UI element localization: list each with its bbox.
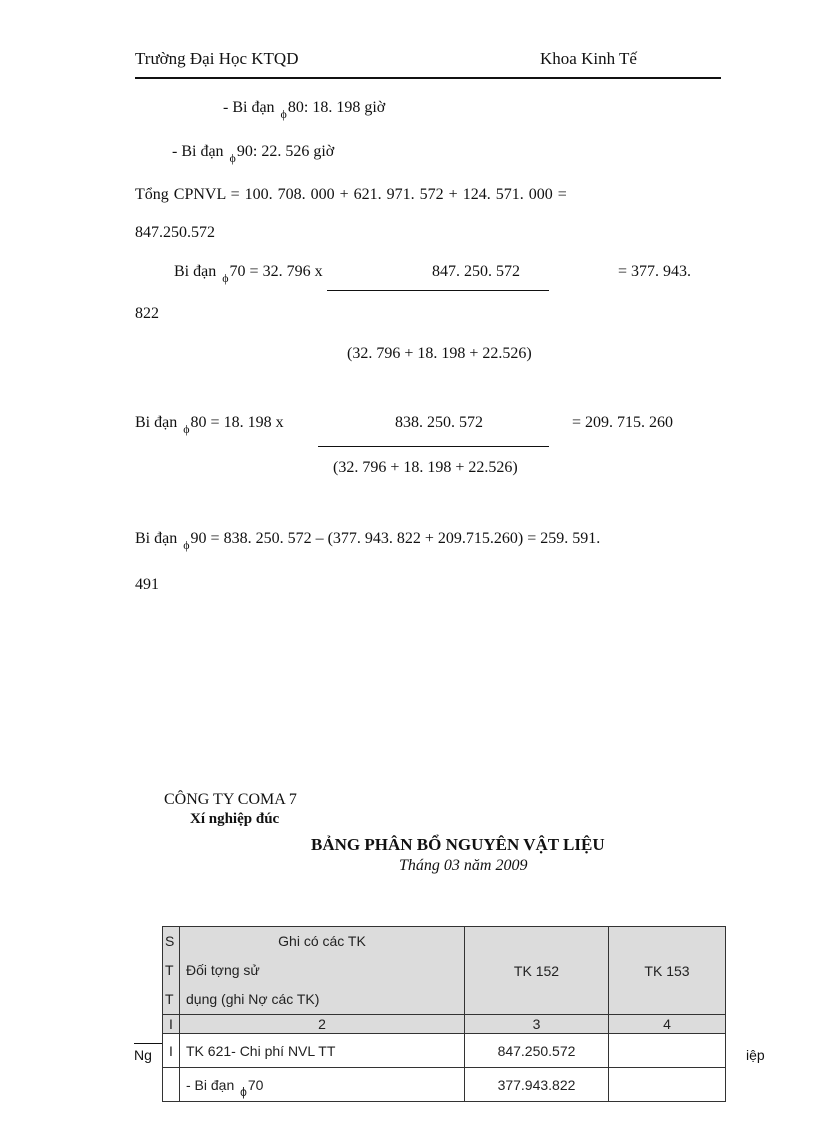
company-name: CÔNG TY COMA 7 <box>164 791 297 808</box>
footer-rule <box>134 1043 162 1044</box>
header-school: Trường Đại Học KTQD <box>135 49 299 68</box>
footer-left-fragment: Ng <box>134 1047 152 1063</box>
formula-80-numerator: 838. 250. 572 <box>395 414 483 431</box>
formula-70: Bi đạn $_\phi$70 = 32. 796 x <box>174 263 323 285</box>
column-number-row: I 2 3 4 <box>163 1015 726 1034</box>
fraction-bar-70 <box>327 290 549 291</box>
total-cost-line: Tổng CPNVL = 100. 708. 000 + 621. 971. 572 + 124. 571. 000 = <box>135 186 567 203</box>
table-row: I TK 621- Chi phí NVL TT 847.250.572 <box>163 1034 726 1068</box>
table-header-row <box>163 927 726 1015</box>
formula-90-cont: 491 <box>135 576 159 593</box>
company-unit: Xí nghiệp đúc <box>190 811 280 827</box>
header-rule <box>135 77 721 79</box>
table-subtitle: Tháng 03 năm 2009 <box>399 857 528 874</box>
formula-70-numerator: 847. 250. 572 <box>432 263 520 280</box>
formula-80-result: = 209. 715. 260 <box>572 414 674 431</box>
allocation-table <box>162 926 726 1102</box>
phi-symbol: ϕ <box>240 1084 247 1099</box>
phi-symbol: ϕ <box>183 538 190 552</box>
fraction-bar-80 <box>318 446 549 447</box>
formula-70-result: = 377. 943. <box>618 263 692 280</box>
phi-symbol: ϕ <box>280 107 287 121</box>
table-title: BẢNG PHÂN BỔ NGUYÊN VẬT LIỆU <box>311 835 605 854</box>
formula-80-denominator: (32. 796 + 18. 198 + 22.526) <box>333 459 518 476</box>
footer-right-fragment: iệp <box>746 1047 765 1063</box>
tk153-header: TK 153 <box>609 927 726 1015</box>
formula-90: Bi đạn $_\phi$90 = 838. 250. 572 – (377. 943. 822 + 209.715.260) = 259. 591. <box>135 530 601 552</box>
hours-line-90: - Bi đạn $_\phi$90: 22. 526 giờ <box>172 143 335 165</box>
header-faculty: Khoa Kinh Tế <box>540 49 637 68</box>
account-header: Ghi có các TK Đối tợng sử dụng (ghi Nợ các TK) <box>180 927 465 1015</box>
table-row: - Bi đạn ϕ70 377.943.822 <box>163 1068 726 1102</box>
hours-line-80: - Bi đạn $_\phi$80: 18. 198 giờ <box>223 99 386 121</box>
tk152-header: TK 152 <box>465 927 609 1015</box>
formula-70-denominator: (32. 796 + 18. 198 + 22.526) <box>347 345 532 362</box>
phi-symbol: ϕ <box>229 151 236 165</box>
formula-80: Bi đạn $_\phi$80 = 18. 198 x <box>135 414 284 436</box>
stt-header: S T T <box>163 927 180 1015</box>
total-cost-cont: 847.250.572 <box>135 224 215 241</box>
formula-70-cont: 822 <box>135 305 159 322</box>
phi-symbol: ϕ <box>183 422 190 436</box>
phi-symbol: ϕ <box>222 271 229 285</box>
